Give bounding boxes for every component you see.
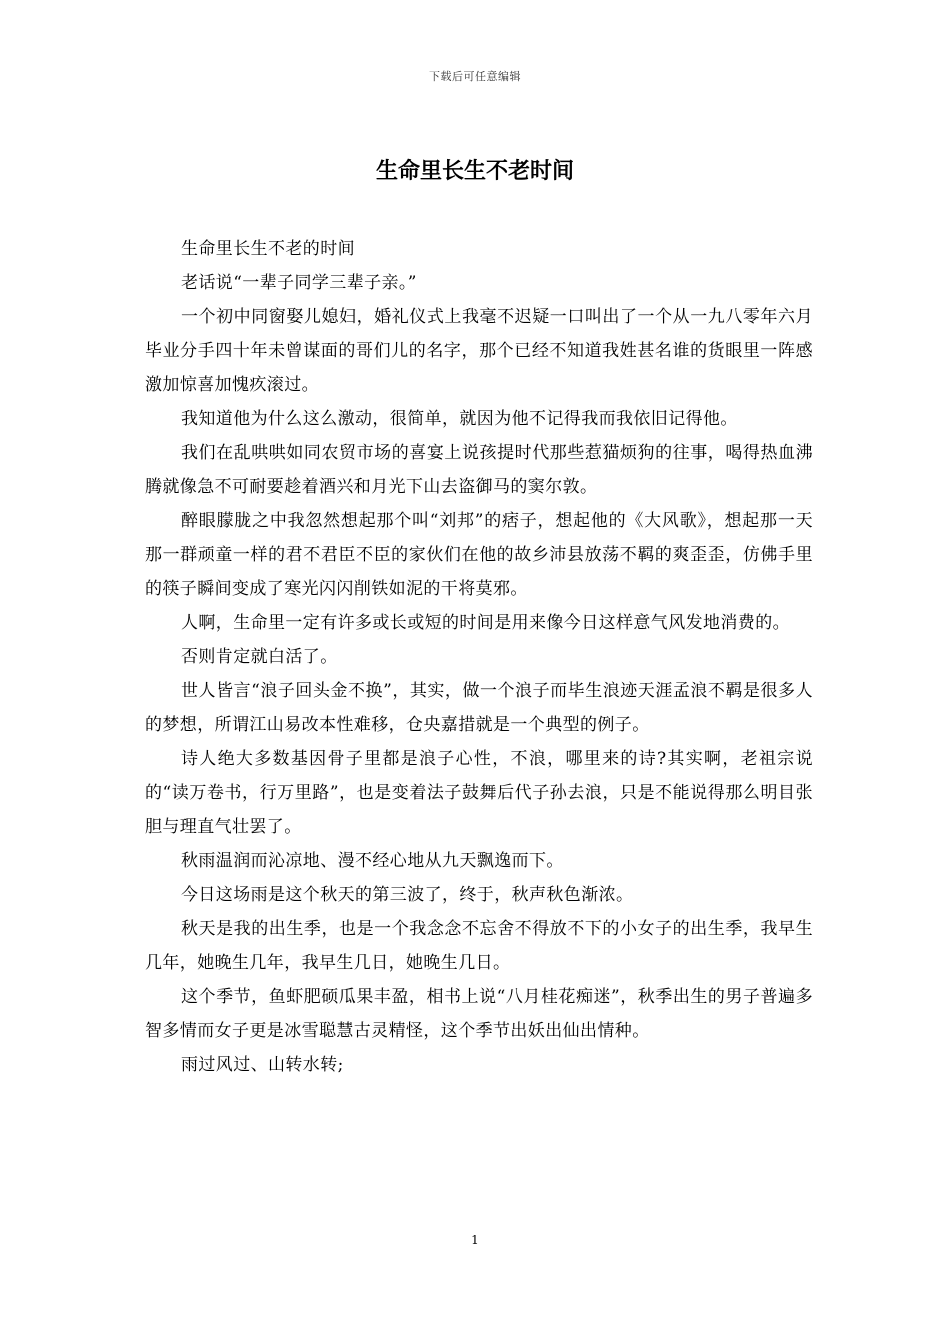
paragraph: 雨过风过、山转水转; (181, 1055, 344, 1075)
paragraph: 人啊，生命里一定有许多或长或短的时间是用来像今日这样意气风发地消费的。 (181, 613, 790, 633)
paragraph: 秋雨温润而沁凉地、漫不经心地从九天飘逸而下。 (181, 851, 564, 871)
paragraph: 今日这场雨是这个秋天的第三波了，终于，秋声秋色渐浓。 (181, 885, 634, 905)
paragraph: 这个季节，鱼虾肥硕瓜果丰盈，相书上说“八月桂花痴迷”，秋季出生的男子普遍多智多情而女子更是冰雪聪慧古灵精怪，这个季节出妖出仙出情种。 (145, 987, 813, 1041)
page-number: 1 (471, 1233, 479, 1247)
paragraph: 醉眼朦胧之中我忽然想起那个叫“刘邦”的痞子，想起他的《大风歌》，想起那一天那一群顽童一样的君不君臣不臣的家伙们在他的故乡沛县放荡不羁的爽歪歪，仿佛手里的筷子瞬间变成了寒光闪闪削铁如泥的干将莫邪。 (145, 511, 813, 599)
header-note: 下载后可任意编辑 (429, 70, 521, 83)
paragraph: 我知道他为什么这么激动，很简单，就因为他不记得我而我依旧记得他。 (181, 409, 738, 429)
body-text (145, 232, 813, 1082)
paragraph: 生命里长生不老的时间 (181, 239, 355, 259)
paragraph: 一个初中同窗娶儿媳妇，婚礼仪式上我毫不迟疑一口叫出了一个从一九八零年六月毕业分手四十年未曾谋面的哥们儿的名字，那个已经不知道我姓甚名谁的货眼里一阵感激加惊喜加愧疚滚过。 (145, 307, 813, 395)
paragraph: 诗人绝大多数基因骨子里都是浪子心性，不浪，哪里来的诗?其实啊，老祖宗说的“读万卷书，行万里路”，也是变着法子鼓舞后代子孙去浪，只是不能说得那么明目张胆与理直气壮罢了。 (145, 749, 813, 837)
paragraph: 世人皆言“浪子回头金不换”，其实，做一个浪子而毕生浪迹天涯孟浪不羁是很多人的梦想，所谓江山易改本性难移，仓央嘉措就是一个典型的例子。 (145, 681, 813, 735)
document-title: 生命里长生不老时间 (375, 159, 574, 184)
paragraph: 秋天是我的出生季，也是一个我念念不忘舍不得放不下的小女子的出生季，我早生几年，她晚生几年，我早生几日，她晚生几日。 (145, 919, 813, 973)
paragraph: 否则肯定就白活了。 (181, 647, 338, 667)
paragraph: 我们在乱哄哄如同农贸市场的喜宴上说孩提时代那些惹猫烦狗的往事，喝得热血沸腾就像急不可耐要趁着酒兴和月光下山去盗御马的窦尔敦。 (145, 443, 813, 497)
paragraph: 老话说“一辈子同学三辈子亲。” (181, 273, 417, 293)
